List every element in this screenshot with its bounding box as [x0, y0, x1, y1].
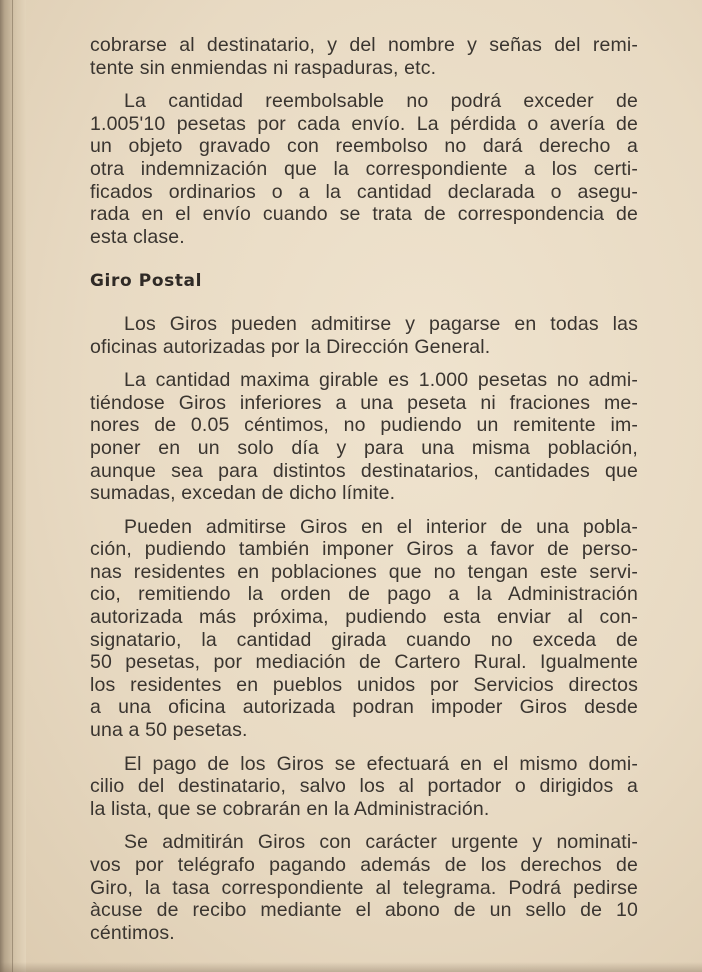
text-line: un objeto gravado con reembolso no dará derecho a: [90, 135, 638, 158]
paragraph: [90, 516, 638, 742]
page-binding-shadow: [0, 0, 26, 972]
text-line: esta clase.: [90, 225, 185, 248]
text-line: La cantidad reembolsable no podrá exceder de: [124, 90, 638, 113]
text-line: Giro, la tasa correspondiente al telegrama. Podrá pedirse: [90, 876, 638, 899]
page-bottom-edge: [0, 962, 702, 972]
page-text: [90, 34, 638, 944]
text-line: tiéndose Giros inferiores a una peseta ni fraciones me-: [90, 391, 638, 414]
paragraphs-before-heading: [90, 34, 638, 248]
text-line: autorizada más próxima, pudiendo esta enviar al con-: [90, 606, 638, 629]
paragraph: [90, 313, 638, 358]
text-line: oficinas autorizadas por la Dirección General.: [90, 335, 491, 358]
paragraph: [90, 90, 638, 248]
text-line: los residentes en pueblos unidos por Servicios directos: [90, 673, 638, 696]
text-line: a una oficina autorizada podran impoder Giros desde: [90, 696, 638, 719]
text-line: otra indemnización que la correspondiente a los certi-: [90, 157, 638, 180]
text-line: ción, pudiendo también imponer Giros a favor de perso-: [90, 538, 638, 561]
text-line: la lista, que se cobrarán en la Administración.: [90, 797, 490, 820]
paragraph: [90, 34, 638, 79]
text-line: poner en un solo día y para una misma población,: [90, 436, 638, 459]
text-line: aunque sea para distintos destinatarios, cantidades que: [90, 459, 638, 482]
text-line: signatario, la cantidad girada cuando no exceda de: [90, 628, 638, 651]
text-line: tente sin enmiendas ni raspaduras, etc.: [90, 56, 437, 79]
text-line: cio, remitiendo la orden de pago a la Administración: [90, 583, 638, 606]
text-line: 1.005'10 pesetas por cada envío. La pérdida o avería de: [90, 112, 638, 135]
paragraph: [90, 831, 638, 944]
text-line: nas residentes en poblaciones que no tengan este servi-: [90, 560, 638, 583]
text-line: rada en el envío cuando se trata de correspondencia de: [90, 203, 638, 226]
text-line: Los Giros pueden admitirse y pagarse en todas las: [124, 312, 638, 335]
text-line: Pueden admitirse Giros en el interior de una pobla-: [124, 515, 638, 538]
text-line: Se admitirán Giros con carácter urgente y nominati-: [124, 831, 638, 854]
text-line: cilio del destinatario, salvo los al portador o dirigidos a: [90, 775, 638, 798]
text-line: La cantidad maxima girable es 1.000 pesetas no admi-: [124, 369, 638, 392]
text-line: ficados ordinarios o a la cantidad declarada o asegu-: [90, 180, 638, 203]
text-line: vos por telégrafo pagando además de los derechos de: [90, 854, 638, 876]
text-line: nores de 0.05 céntimos, no pudiendo un remitente im-: [90, 414, 638, 437]
paragraphs-after-heading: [90, 313, 638, 944]
paragraph: [90, 753, 638, 821]
text-line: sumadas, excedan de dicho límite.: [90, 482, 396, 505]
section-heading: Giro Postal: [90, 271, 203, 292]
text-line: àcuse de recibo mediante el abono de un sello de 10: [90, 899, 638, 922]
text-line: 50 pesetas, por mediación de Cartero Rural. Igualmente: [90, 651, 638, 674]
text-line: una a 50 pesetas.: [90, 719, 248, 742]
paragraph: [90, 369, 638, 505]
text-line: céntimos.: [90, 921, 175, 944]
text-line: El pago de los Giros se efectuará en el mismo domi-: [124, 752, 638, 775]
text-line: cobrarse al destinatario, y del nombre y señas del remi-: [90, 34, 638, 56]
binding-line: [12, 0, 13, 972]
